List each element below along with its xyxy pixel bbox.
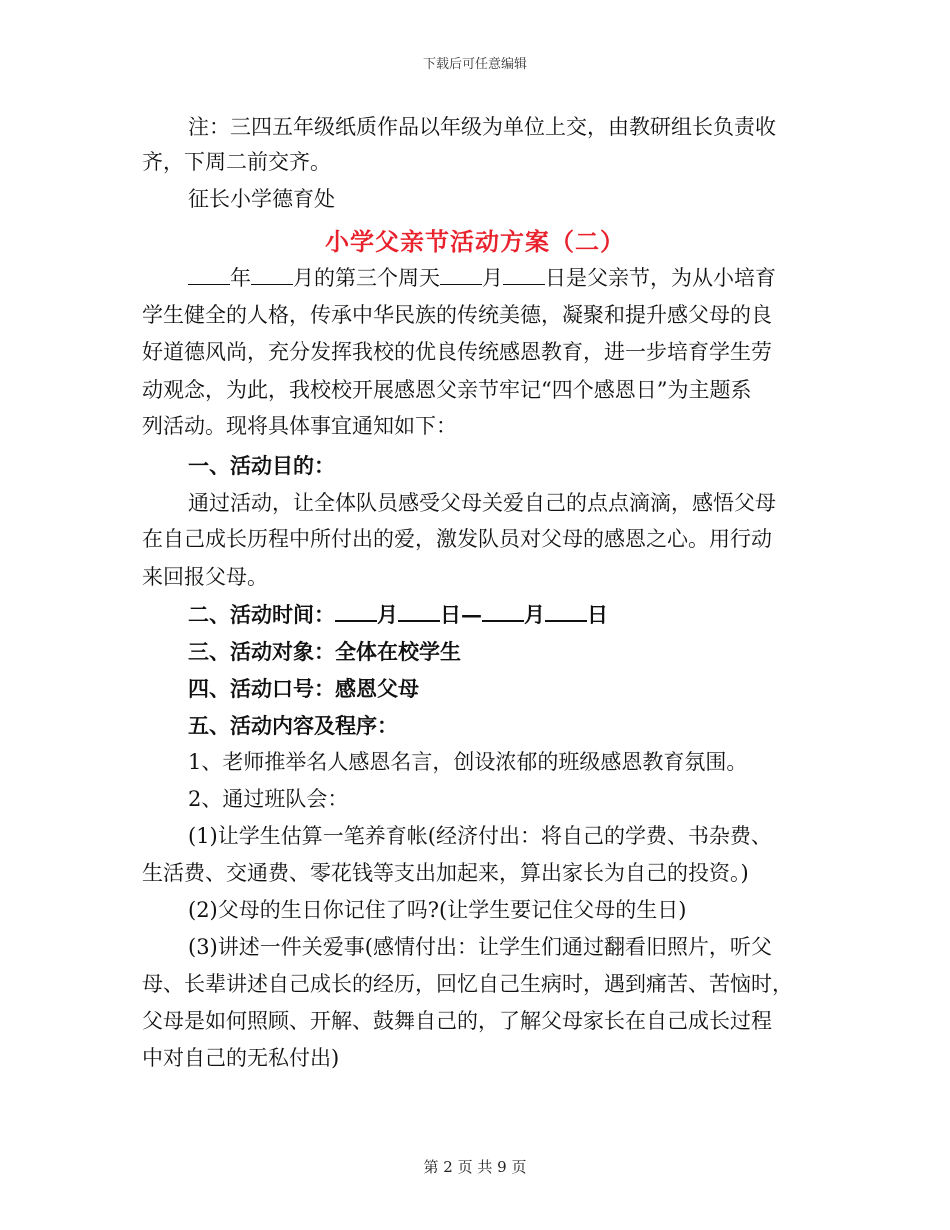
heading-audience: 三、活动对象：全体在校学生 xyxy=(188,639,461,664)
article-title: 小学父亲节活动方案（二） xyxy=(325,227,625,256)
intro-line-2: 学生健全的人格，传承中华民族的传统美德，凝聚和提升感父母的良 xyxy=(142,303,772,327)
time-day-blank-1 xyxy=(398,600,440,622)
time-label: 二、活动时间： xyxy=(188,602,335,627)
heading-content: 五、活动内容及程序： xyxy=(188,713,398,738)
year-blank xyxy=(188,264,230,285)
note-line-2: 齐，下周二前交齐。 xyxy=(142,150,331,174)
time-seg-4: 日 xyxy=(587,602,608,627)
sub-item-3-line-1: (3)讲述一件关爱事(感情付出：让学生们通过翻看旧照片，听父 xyxy=(188,935,772,959)
time-seg-2: 日— xyxy=(440,602,482,627)
purpose-line-2: 在自己成长历程中所付出的爱，激发队员对父母的感恩之心。用行动 xyxy=(142,527,772,551)
sub-item-2: (2)父母的生日你记住了吗?(让学生要记住父母的生日) xyxy=(188,898,687,922)
sub-item-1-line-1: (1)让学生估算一笔养育帐(经济付出：将自己的学费、书杂费、 xyxy=(188,824,772,848)
sub-item-3-line-2: 母、长辈讲述自己成长的经历，回忆自己生病时，遇到痛苦、苦恼时， xyxy=(142,972,793,996)
item-1: 1、老师推举名人感恩名言，创设浓郁的班级感恩教育氛围。 xyxy=(188,750,748,774)
sub-item-1-line-2: 生活费、交通费、零花钱等支出加起来，算出家长为自己的投资。) xyxy=(142,861,749,885)
time-seg-3: 月 xyxy=(524,602,545,627)
signature: 征长小学德育处 xyxy=(188,187,335,211)
intro-seg-2: 月的第三个周天 xyxy=(293,266,440,290)
intro-seg-1: 年 xyxy=(230,266,251,290)
heading-slogan: 四、活动口号：感恩父母 xyxy=(188,676,419,701)
day-blank xyxy=(503,264,545,285)
time-month-blank-1 xyxy=(335,600,377,622)
heading-time xyxy=(188,600,608,629)
intro-line-1 xyxy=(188,264,776,292)
intro-seg-3: 月 xyxy=(482,266,503,290)
sub-item-3-line-4: 中对自己的无私付出) xyxy=(142,1046,340,1070)
purpose-line-1: 通过活动，让全体队员感受父母关爱自己的点点滴滴，感悟父母 xyxy=(188,491,776,515)
sub-item-3-line-3: 父母是如何照顾、开解、鼓舞自己的，了解父母家长在自己成长过程 xyxy=(142,1009,772,1033)
month-blank-2 xyxy=(440,264,482,285)
time-seg-1: 月 xyxy=(377,602,398,627)
page-number: 第 2 页 共 9 页 xyxy=(423,1158,527,1176)
note-line-1: 注：三四五年级纸质作品以年级为单位上交，由教研组长负责收 xyxy=(188,115,776,139)
time-day-blank-2 xyxy=(545,600,587,622)
intro-line-4: 动观念，为此，我校校开展感恩父亲节牢记“四个感恩日”为主题系 xyxy=(142,378,752,402)
intro-line-5: 列活动。现将具体事宜通知如下： xyxy=(142,414,457,438)
page-header-note: 下载后可任意编辑 xyxy=(422,57,527,72)
heading-purpose: 一、活动目的： xyxy=(188,453,335,478)
month-blank xyxy=(251,264,293,285)
time-month-blank-2 xyxy=(482,600,524,622)
intro-seg-4: 日是父亲节，为从小培育 xyxy=(545,266,776,290)
intro-line-3: 好道德风尚，充分发挥我校的优良传统感恩教育，进一步培育学生劳 xyxy=(142,340,772,364)
purpose-line-3: 来回报父母。 xyxy=(142,565,268,589)
item-2: 2、通过班队会： xyxy=(188,787,349,811)
